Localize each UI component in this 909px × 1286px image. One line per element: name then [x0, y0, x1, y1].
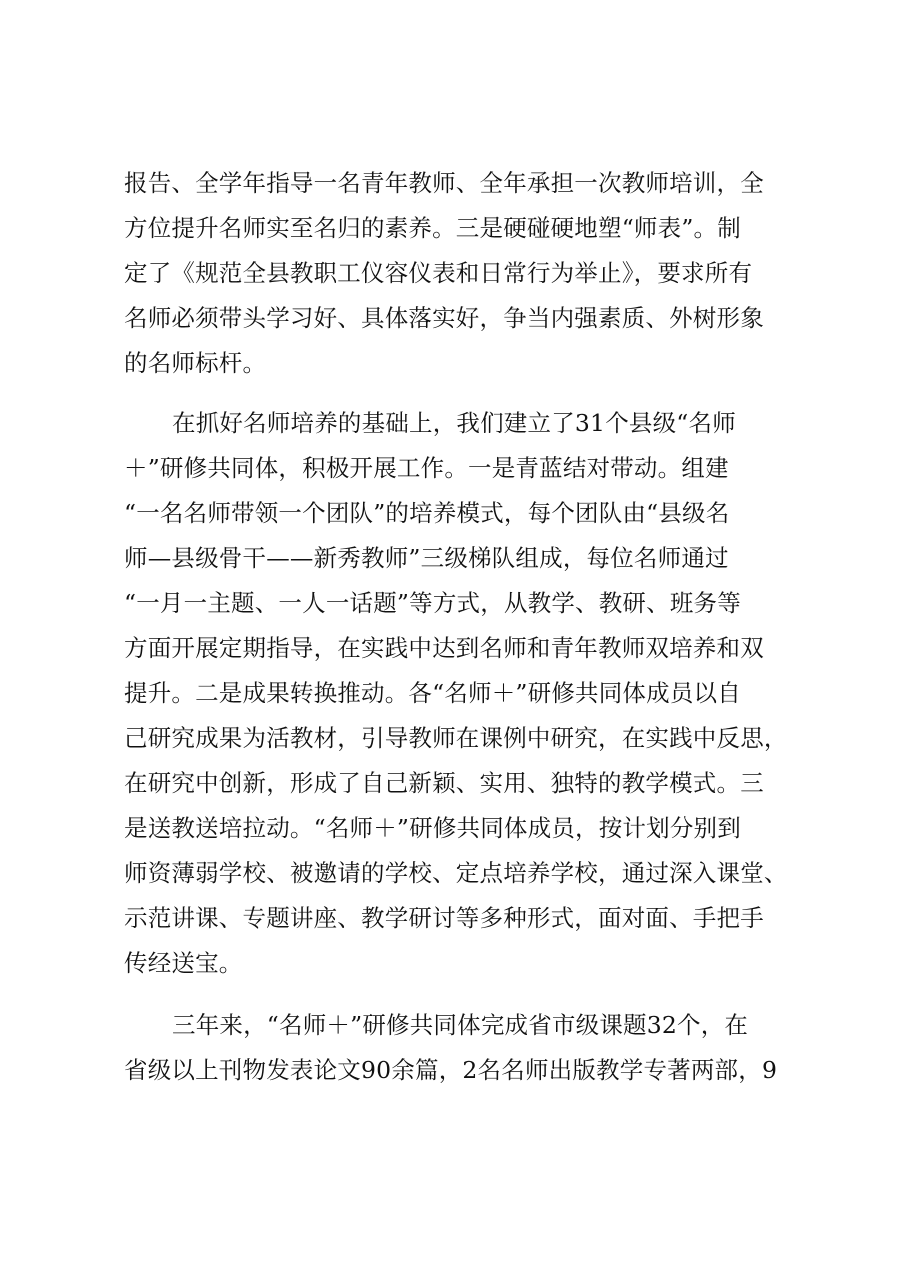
- text-line: “一名名师带领一个团队”的培养模式，每个团队由“县级名: [124, 499, 730, 527]
- text-line: 定了《规范全县教职工仪容仪表和日常行为举止》，要求所有: [124, 259, 753, 287]
- text-line: 方面开展定期指导，在实践中达到名师和青年教师双培养和双: [124, 634, 764, 662]
- text-line: 提升。二是成果转换推动。各“名师＋”研修共同体成员以自: [124, 679, 741, 707]
- text-line: 在研究中创新，形成了自己新颖、实用、独特的教学模式。三: [124, 769, 764, 797]
- text-line: 己研究成果为活教材，引导教师在课例中研究，在实践中反思，: [124, 724, 788, 752]
- text-line: 是送教送培拉动。“名师＋”研修共同体成员，按计划分别到: [124, 814, 741, 842]
- text-line: 方位提升名师实至名归的素养。三是硬碰硬地塑“师表”。制: [124, 214, 741, 242]
- text-line: 的名师标杆。: [124, 349, 267, 377]
- text-line: 传经送宝。: [124, 949, 243, 977]
- text-line: 师—县级骨干——新秀教师”三级梯队组成，每位名师通过: [124, 544, 729, 572]
- text-line: 示范讲课、专题讲座、教学研讨等多种形式，面对面、手把手: [124, 904, 764, 932]
- text-line: “一月一主题、一人一话题”等方式，从教学、教研、班务等: [124, 589, 741, 617]
- text-line: 在抓好名师培养的基础上，我们建立了31个县级“名师: [172, 409, 736, 437]
- text-line: 名师必须带头学习好、具体落实好，争当内强素质、外树形象: [124, 304, 764, 332]
- text-line: 报告、全学年指导一名青年教师、全年承担一次教师培训，全: [124, 169, 764, 197]
- text-line: 三年来，“名师＋”研修共同体完成省市级课题32个，在: [172, 1011, 749, 1039]
- text-line: 省级以上刊物发表论文90余篇，2名名师出版教学专著两部，9: [124, 1056, 778, 1084]
- text-line: 师资薄弱学校、被邀请的学校、定点培养学校，通过深入课堂、: [124, 859, 788, 887]
- text-line: ＋”研修共同体，积极开展工作。一是青蓝结对带动。组建: [124, 454, 729, 482]
